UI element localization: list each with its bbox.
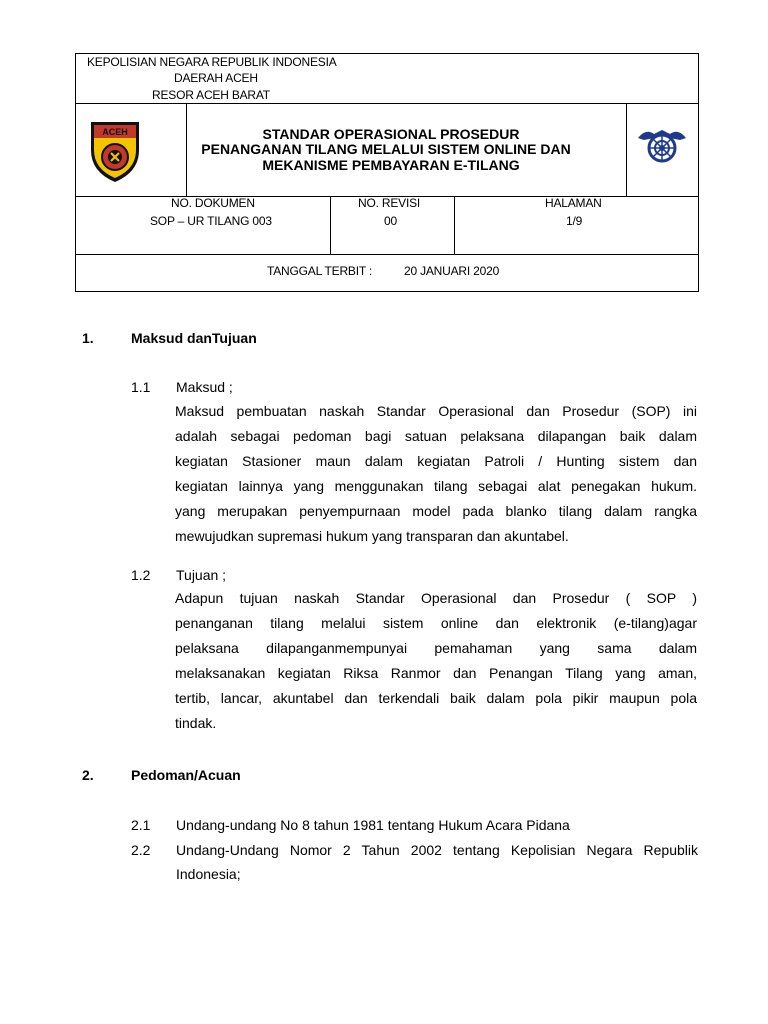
paragraph-line: yang merupakan penyempurnaan model pada blanko tilang dalam rangka (175, 503, 697, 519)
paragraph-line: kegiatan lainnya yang menggunakan tilang sebagai alat penegakan hukum. (175, 478, 697, 494)
subsection-2-1-text: Undang-undang No 8 tahun 1981 tentang Hukum Acara Pidana (176, 817, 570, 833)
document-title-line1: STANDAR OPERASIONAL PROSEDUR (262, 126, 520, 142)
section-1-number: 1. (82, 330, 94, 346)
paragraph-line: adalah sebagai pedoman bagi satuan pelaksana dilapangan baik dalam (175, 428, 697, 444)
meta-divider-1 (330, 196, 331, 254)
paragraph-line: Adapun tujuan naskah Standar Operasional dan Prosedur ( SOP ) (175, 590, 697, 606)
paragraph-line: melaksanakan kegiatan Riksa Ranmor dan Penangan Tilang yang aman, (175, 665, 697, 681)
subsection-2-2-text-line1: Undang-Undang Nomor 2 Tahun 2002 tentang Kepolisian Negara Republik (176, 842, 698, 858)
meta-divider-2 (454, 196, 455, 254)
paragraph-line: mewujudkan supremasi hukum yang transparan dan akuntabel. (175, 528, 569, 544)
subsection-1-2-paragraph (175, 586, 697, 736)
document-title-line2: PENANGANAN TILANG MELALUI SISTEM ONLINE DAN (201, 141, 571, 157)
header-divider-3 (76, 254, 698, 255)
subsection-2-2-number: 2.2 (131, 842, 151, 858)
logo-text: ACEH (102, 127, 128, 137)
paragraph-line: kegiatan Stasioner maun dalam kegiatan Patroli / Hunting sistem dan (175, 453, 697, 469)
aceh-police-logo (87, 118, 143, 184)
subsection-1-2-title: Tujuan ; (176, 567, 227, 583)
subsection-1-1-paragraph (175, 399, 697, 549)
org-region: DAERAH ACEH (174, 71, 258, 85)
org-unit: RESOR ACEH BARAT (152, 88, 270, 102)
paragraph-line: penanganan tilang melalui sistem online dan elektronik (e-tilang)agar (175, 615, 697, 631)
section-2-title: Pedoman/Acuan (131, 767, 241, 783)
traffic-police-emblem (636, 118, 688, 170)
document-title-line3: MEKANISME PEMBAYARAN E-TILANG (262, 157, 520, 173)
issue-date-label: TANGGAL TERBIT : (267, 264, 373, 278)
page-label: HALAMAN (545, 196, 602, 210)
header-divider-1 (76, 103, 698, 104)
paragraph-line: tertib, lancar, akuntabel dan terkendali baik dalam pola pikir maupun pola (175, 690, 697, 706)
issue-date-value: 20 JANUARI 2020 (404, 264, 500, 278)
revision-label: NO. REVISI (358, 196, 421, 210)
subsection-1-1-number: 1.1 (131, 379, 151, 395)
revision-value: 00 (384, 214, 397, 228)
doc-number-value: SOP – UR TILANG 003 (150, 214, 272, 228)
paragraph-line: Maksud pembuatan naskah Standar Operasional dan Prosedur (SOP) ini (175, 403, 697, 419)
subsection-1-1-title: Maksud ; (176, 379, 233, 395)
paragraph-line: tindak. (175, 715, 217, 731)
doc-number-label: NO. DOKUMEN (171, 196, 255, 210)
logo-divider-right (626, 103, 627, 196)
page-value: 1/9 (566, 214, 583, 228)
section-2-number: 2. (82, 767, 94, 783)
subsection-2-1-number: 2.1 (131, 817, 151, 833)
org-name: KEPOLISIAN NEGARA REPUBLIK INDONESIA (87, 55, 337, 69)
subsection-1-2-number: 1.2 (131, 567, 151, 583)
section-1-title: Maksud danTujuan (131, 330, 257, 346)
subsection-2-2-text-line2: Indonesia; (176, 866, 241, 882)
paragraph-line: pelaksana dilapanganmempunyai pemahaman yang sama dalam (175, 640, 697, 656)
